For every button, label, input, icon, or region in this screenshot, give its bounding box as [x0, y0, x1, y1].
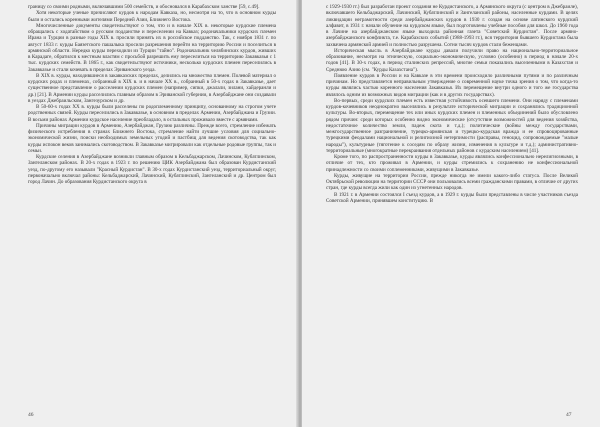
paragraph: границу со своими родными, включавшими 500 семейств, и обосновался в Карабахском ханстве [59, с.49]. [28, 4, 260, 10]
paragraph: Курдские селения в Азербайджане возникли главным образом в Кельбаджарском, Лачинском, Кубатлинском, Зангеланском районах. В 20-х годах в 1923 г. по решению ЦИК Азербайджана был образован Курдистанский уезд, по-другому его называли "Красный Курдистан". В 30-х годах Курдистанский уезд, территориальный округ, первоначально включал районы: Кельбаджарский, Лачинский, Кубатлинский, Зангеланский и др. Центром был город Лачин. До образования Курдистанского округа в [28, 154, 276, 185]
paragraph: Многочисленные документы свидетельствуют о том, что и в начале XIX в. некоторые курдские племена обращались с ходатайством о русском подданстве и переселении на Кавказ; родоначальники курдских племен Ирана и Турции в разные годы XIX в. просили принять их в российское подданство. Так, с ноября 1831 г. по август 1833 г. курды Баязетского пашалыка просили разрешения перейти на территорию России и поселиться в армянской области. Нередко курды переходили из Турции "тайно". Родоначальник челябинских курдов, живших в Карадаге, обратился к местным властям с просьбой разрешить ему переселиться на территорию Закавказья с 1 тыс. курдских семейств. В 1865 г., как свидетельствуют источники, несколько курдских племен переселились в Закавказье и стали кочевать в пределах Эриванского уезда. [28, 22, 276, 73]
paragraph: Появление курдов в России и на Кавказе в эти времени происходило различными путями и по различным причинам. Но представляется неправильным утверждение о современной науке точка зрения о том, что когда-то курды являлись частью коренного населения Закавказья. Их перемещение внутри одного и того же государства являлось одним из возможных видов миграции (как и в других государствах). [326, 72, 578, 98]
paragraph: Кроме того, по распространенности курды в Закавказье, курды являлись конфессионально нерелигиозными, в отличие от тех, кто проживал в Армении, и курды стремились к сохранению не конфессиональной принадлежности со своими соплеменниками, живущими в Закавказье. [326, 154, 578, 173]
paragraph: Историческая мысль в Азербайджане курды давали получили право на национально-территориальное образование, несмотря на этническую, социально-экономическую, условно (особенно) в период в начале 20-х годов [41]. В 30-х годах, в период сталинских репрессий, многие семьи показались выселенными в Казахстан и Среднюю Азию (см. "Курды Казахстана"). [326, 47, 578, 73]
right-page [302, 0, 600, 427]
paragraph: Во-первых, среди курдских племен есть известная устойчивость осевшего племени. Они наряду с племенами курдов-кочевников неоднократно выселялись в результате исторической миграции и сохранялись традиционной культуры. Во-вторых, перемещение тех или иных курдских племен и племенных объединений было обусловлено рядом причин: среди которых особенно видно экономические (отсутствие возможностей для ведения хозяйства, недостаточное количество земли, падеж скота и т.д.); политические (войны между государствами, межгосударственное разграничение, турецко-армянская и турецко-курдская вражда и ее спровоцированные турецкими феодалами национальной и религиозной нетерпимости (расправы, геноцид, сопровождаемые "малые народы"), культурные (тяготение к соседям по образу жизни, изменения в культуре и т.д.); административно-территориальные (многократные перекраивания отдельных районов с курдским населением) [41]. [326, 97, 578, 154]
page-number: 47 [566, 412, 572, 418]
paragraph: с 1929-1930 гг.) был разработан проект создания не Курдистанского, а Армянского округа (с центром в Джебраиле), включавшего Кельбаджарский, Лачинский, Кубатлинский и Зангеланский районы, населенные курдами. В целях ликвидации неграмотности среди азербайджанских курдов в 1930 г. создан на основе латинского курдский алфавит, в 1931 г. начали обучение на курдском языке, был подготовлены учебные пособия для школ. До 1960 года в Лачине на азербайджанском языке выходила районная газета "Советский Курдистан". После армяно-азербайджанского конфликта, т.е. Карабахских событий (1988-1993 гг.), вся территория бывшего Курдистана была захвачена армянской армией и полностью разрушена. Сотни тысяч курдов стали беженцами. [326, 4, 578, 48]
left-page-text [28, 4, 276, 409]
page-number: 46 [28, 412, 34, 418]
paragraph: В XIX в. курды, находившиеся в закавказских пределах, делились на множество племен. Полевой материал о курдских родах и племенах, собранный в XIX в. и в начале XX в., собранный в 50-х годах в Закавказье, дает существенное представление о расселении курдских племен (например, сипки, джалали, зилани, хайдеранли и др.) [21]. В Армении курды расселились главным образом в Эриванской губернии, в Азербайджане они создавали в уездах Джебраильском, Зангезурском и др. [28, 72, 276, 104]
paragraph: Хотя некоторые ученые причисляют курдов к народам Кавказа, но, несмотря на то, что в основном курды были и остались коренными жителями Передней Азии, Ближнего Востока. [28, 10, 276, 23]
paragraph: Курды, живущие на территории России, прежде никогда не имели какого-либо статуса. После Великой Октябрьской революции на территории СССР они пользовались всеми гражданскими правами, в отличие от других стран, где курды всегда жили как один из угнетенных народов. [326, 172, 578, 192]
paragraph: В 1921 г. в Армении состоялся I съезд курдов, а в 1929 г. курды были представлены в числе участников съезда Советской Армении, принявшем конституцию. В [326, 191, 578, 204]
paragraph: В 50-60-х годах XX в. курды были расселены по родоплеменному принципу, основанному на строгом учете родственных связей. Курды переселились в Закавказье, в основном в пределах Армении, Азербайджана и Грузии. В восьми районах Армении курдское население преобладало, в остальных проживало вместе с армянами. [28, 104, 276, 123]
paragraph: Причины миграции курдов в Армению, Азербайджан, Грузию различны. Прежде всего, стремление избежать физического истребления в странах Ближнего Востока, стремление найти лучшие условия для социально-экономической жизни, поиски необходимых земельных угодий и пастбищ для ведения скотоводства, так как курды испокон веков занимались скотоводством. В Закавказье мигрировали как отдельные родовые группы, так и семьи. [28, 122, 276, 154]
right-page-text [326, 4, 578, 409]
left-page [0, 0, 298, 427]
